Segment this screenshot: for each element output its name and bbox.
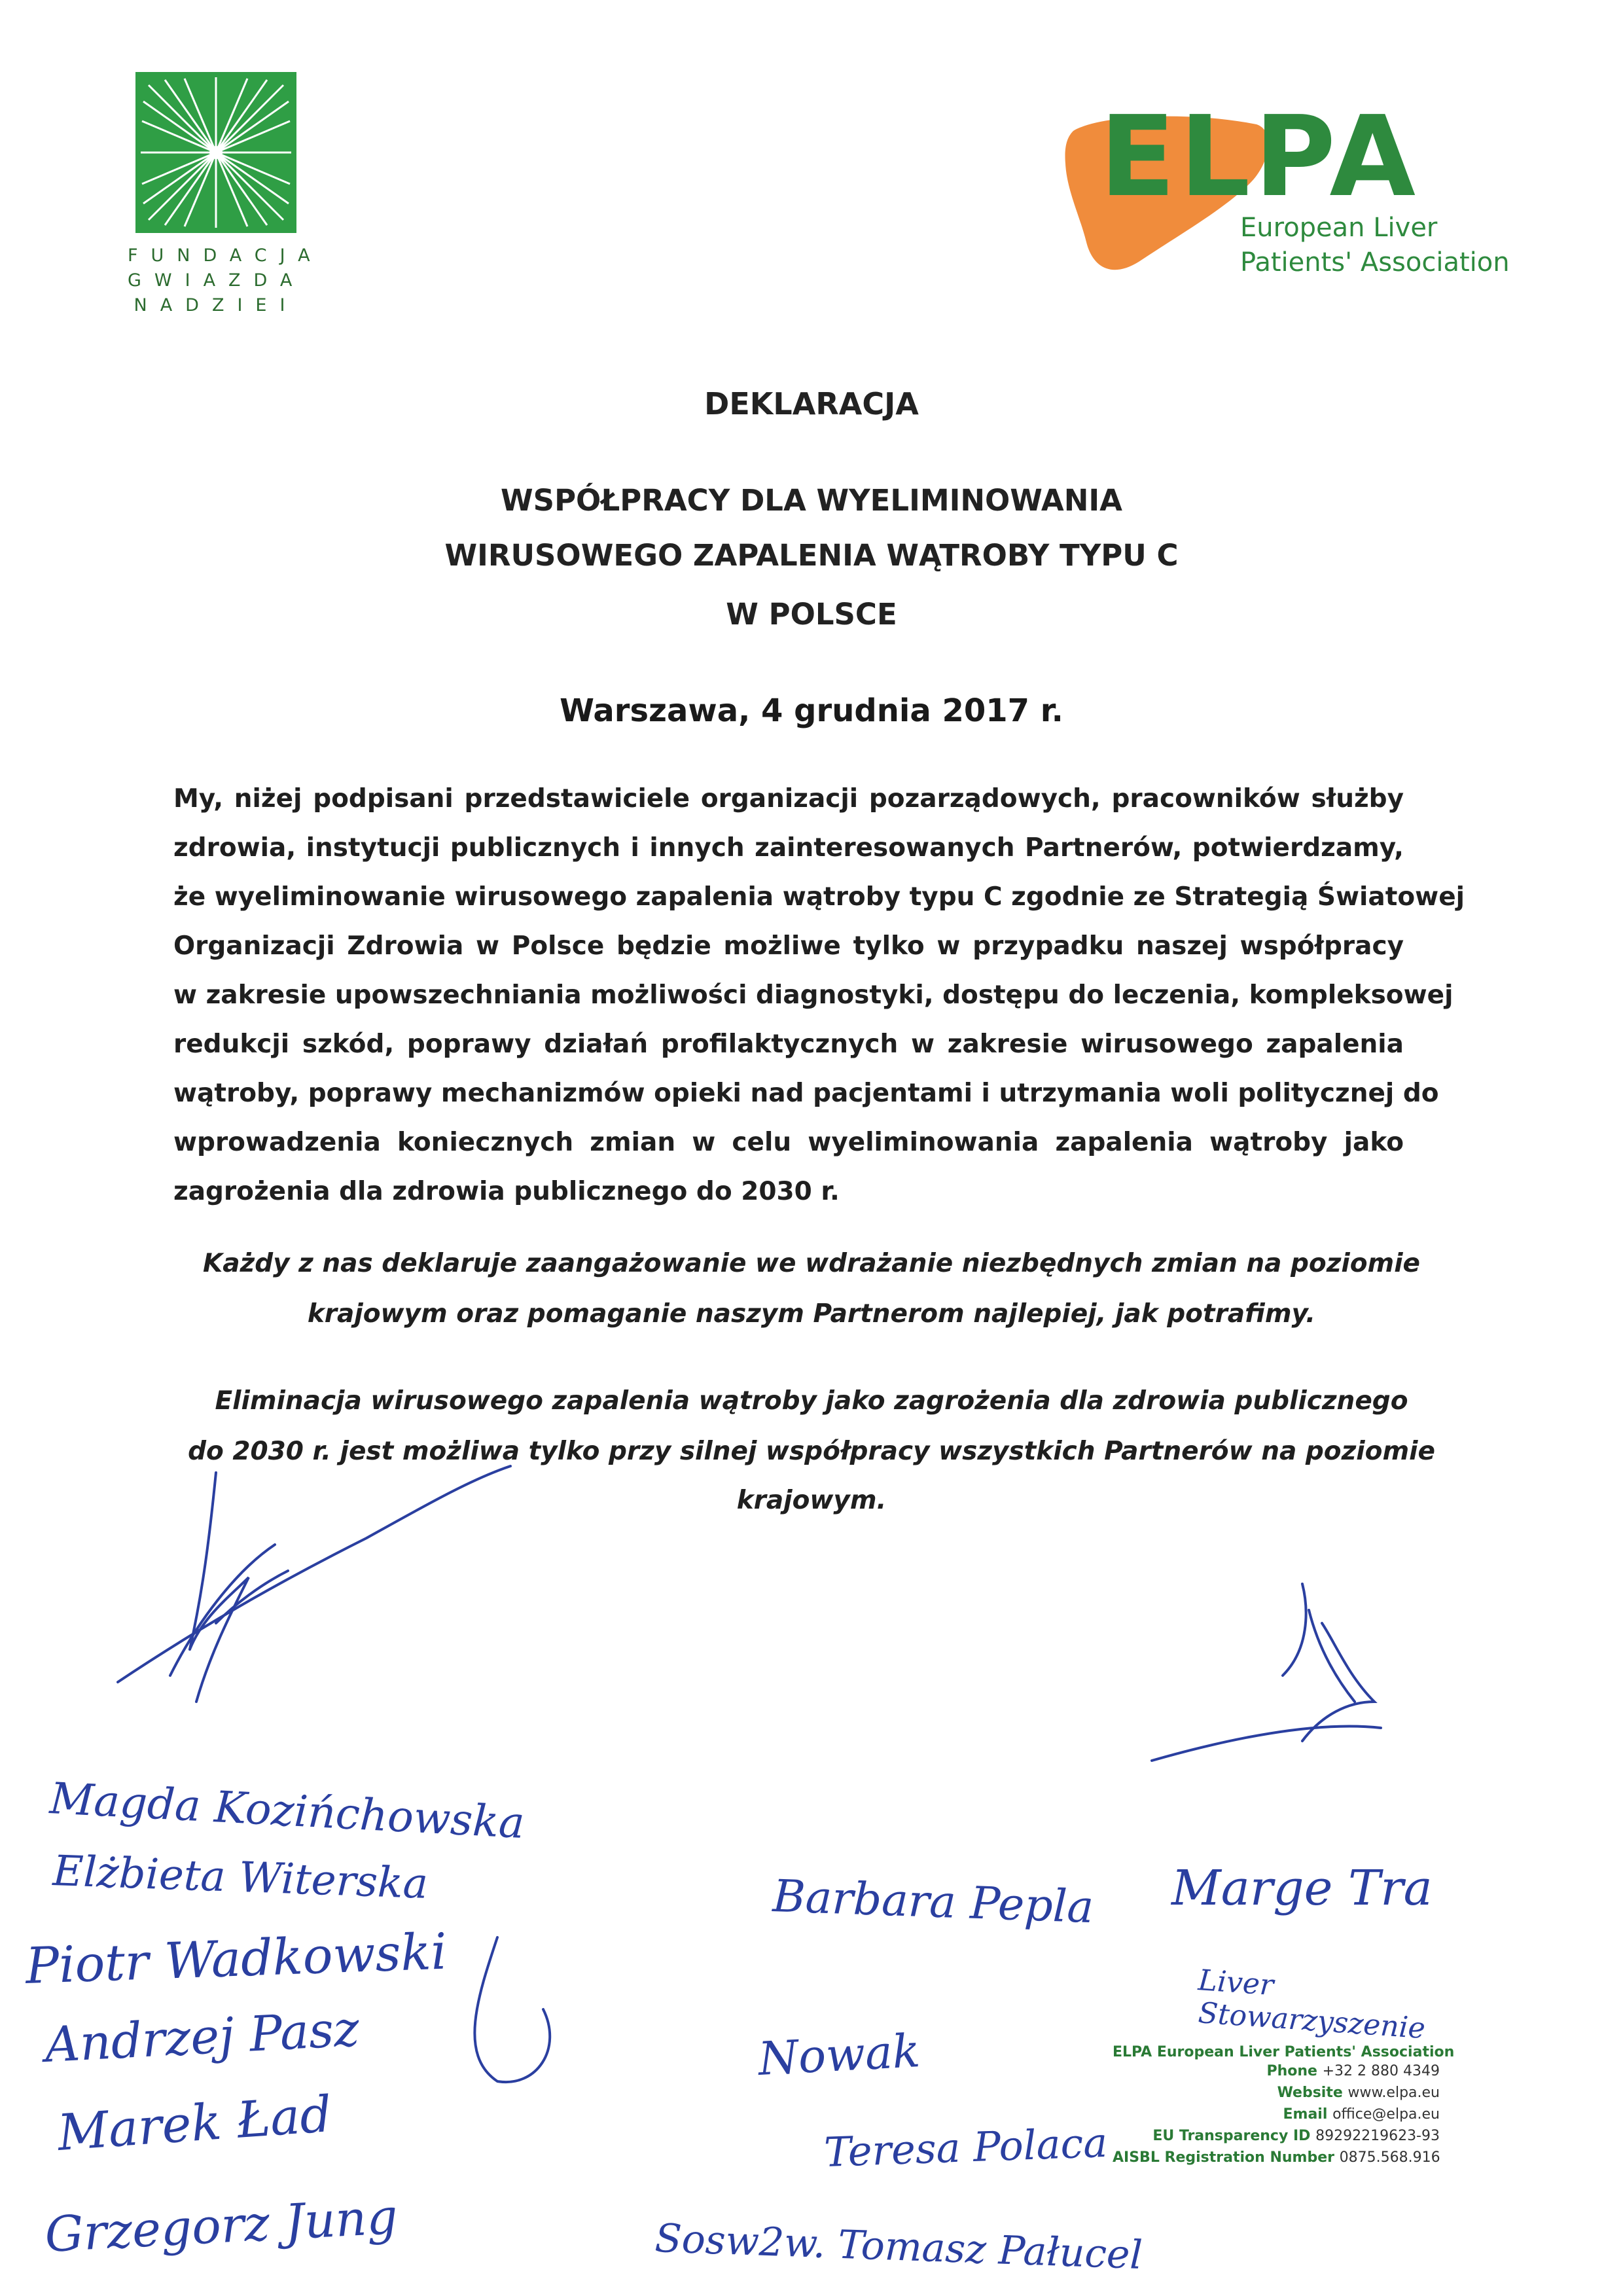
elpa-subtitle-1: European Liver bbox=[1240, 213, 1438, 243]
contact-value: 89292219623-93 bbox=[1315, 2128, 1440, 2144]
contact-label: AISBL Registration Number bbox=[1113, 2149, 1334, 2166]
subtitle-line-1: WSPÓŁPRACY DLA WYELIMINOWANIA bbox=[501, 483, 1122, 518]
body-line: Organizacji Zdrowia w Polsce będzie możliwe tylko w przypadku naszej współpracy bbox=[173, 931, 1404, 961]
commitment-line-2: krajowym oraz pomaganie naszym Partnerom najlepiej, jak potrafimy. bbox=[307, 1299, 1316, 1329]
svg-text:Liver: Liver bbox=[1197, 1964, 1275, 2003]
svg-text:Grzegorz Jung: Grzegorz Jung bbox=[43, 2188, 399, 2263]
fgn-name bbox=[128, 243, 323, 318]
subtitle-line-2: WIRUSOWEGO ZAPALENIA WĄTROBY TYPU C bbox=[444, 538, 1179, 573]
svg-text:Teresa Polaca: Teresa Polaca bbox=[823, 2118, 1109, 2176]
elimination-line-3: krajowym. bbox=[736, 1486, 887, 1515]
body-line: zagrożenia dla zdrowia publicznego do 2030 r. bbox=[173, 1177, 840, 1206]
body-line: My, niżej podpisani przedstawiciele organizacji pozarządowych, pracowników służby bbox=[173, 784, 1404, 814]
document-title: DEKLARACJA bbox=[704, 386, 919, 422]
fgn-logo bbox=[128, 72, 323, 315]
elpa-contact-block bbox=[1113, 2044, 1455, 2168]
body-line: że wyeliminowanie wirusowego zapalenia wątroby typu C zgodnie ze Strategią Światowej bbox=[173, 882, 1465, 912]
signature-loop bbox=[474, 1937, 550, 2082]
contact-label: Email bbox=[1283, 2106, 1328, 2123]
svg-text:Sosw2w. Tomasz Pałucel: Sosw2w. Tomasz Pałucel bbox=[654, 2215, 1143, 2279]
commitment-line-1: Każdy z nas deklaruje zaangażowanie we wdrażanie niezbędnych zmian na poziomie bbox=[202, 1249, 1421, 1278]
contact-label: Website bbox=[1277, 2085, 1343, 2101]
svg-text:Barbara Pepla: Barbara Pepla bbox=[772, 1871, 1095, 1934]
svg-text:Magda Kozińchowska: Magda Kozińchowska bbox=[48, 1773, 526, 1848]
elpa-org-name: ELPA European Liver Patients' Association bbox=[1113, 2044, 1455, 2060]
contact-phone bbox=[1113, 2060, 1440, 2082]
contact-value: www.elpa.eu bbox=[1347, 2085, 1440, 2101]
fgn-line-3: NADZIEI bbox=[134, 295, 298, 315]
handwritten-names bbox=[24, 1773, 1433, 2278]
contact-email bbox=[1113, 2104, 1440, 2125]
body-line: redukcji szkód, poprawy działań profilaktycznych w zakresie wirusowego zapalenia bbox=[173, 1030, 1404, 1059]
svg-text:Elżbieta Witerska: Elżbieta Witerska bbox=[52, 1847, 429, 1909]
body-line: wątroby, poprawy mechanizmów opieki nad pacjentami i utrzymania woli politycznej do bbox=[173, 1079, 1439, 1108]
elpa-logo bbox=[1060, 92, 1518, 288]
body-line: zdrowia, instytucji publicznych i innych zainteresowanych Partnerów, potwierdzamy, bbox=[173, 833, 1404, 863]
svg-text:Nowak: Nowak bbox=[757, 2024, 922, 2086]
svg-text:Stowarzyszenie: Stowarzyszenie bbox=[1197, 1996, 1427, 2046]
elimination-line-2: do 2030 r. jest możliwa tylko przy silnej współpracy wszystkich Partnerów na poziomie bbox=[188, 1437, 1435, 1466]
place-date: Warszawa, 4 grudnia 2017 r. bbox=[560, 692, 1063, 729]
contact-value: +32 2 880 4349 bbox=[1322, 2063, 1440, 2079]
svg-text:Marek Ład: Marek Ład bbox=[56, 2084, 334, 2162]
svg-text:Marge Tra: Marge Tra bbox=[1171, 1860, 1433, 1916]
fgn-line-2: GWIAZDA bbox=[128, 270, 306, 291]
elpa-title: ELPA bbox=[1099, 92, 1420, 222]
contact-label: Phone bbox=[1266, 2063, 1317, 2079]
contact-label: EU Transparency ID bbox=[1152, 2128, 1311, 2144]
fgn-line-1: FUNDACJA bbox=[128, 245, 323, 266]
fgn-star-icon bbox=[135, 72, 296, 233]
declaration-body bbox=[173, 774, 1465, 1216]
elpa-subtitle-2: Patients' Association bbox=[1240, 247, 1510, 278]
contact-value: office@elpa.eu bbox=[1332, 2106, 1440, 2123]
contact-registration bbox=[1113, 2147, 1440, 2168]
signature-scribble-right bbox=[1152, 1584, 1381, 1761]
body-line: w zakresie upowszechniania możliwości diagnostyki, dostępu do leczenia, kompleksowej bbox=[173, 980, 1454, 1010]
body-line: wprowadzenia koniecznych zmian w celu wyeliminowania zapalenia wątroby jako bbox=[173, 1128, 1404, 1157]
contact-website bbox=[1113, 2082, 1440, 2104]
elimination-line-1: Eliminacja wirusowego zapalenia wątroby jako zagrożenia dla zdrowia publicznego bbox=[215, 1386, 1408, 1416]
svg-text:Piotr Wadkowski: Piotr Wadkowski bbox=[24, 1922, 448, 1995]
contact-value: 0875.568.916 bbox=[1339, 2149, 1440, 2166]
svg-text:Andrzej Pasz: Andrzej Pasz bbox=[43, 2000, 361, 2073]
contact-transparency bbox=[1113, 2125, 1440, 2147]
subtitle-line-3: W POLSCE bbox=[726, 597, 897, 632]
